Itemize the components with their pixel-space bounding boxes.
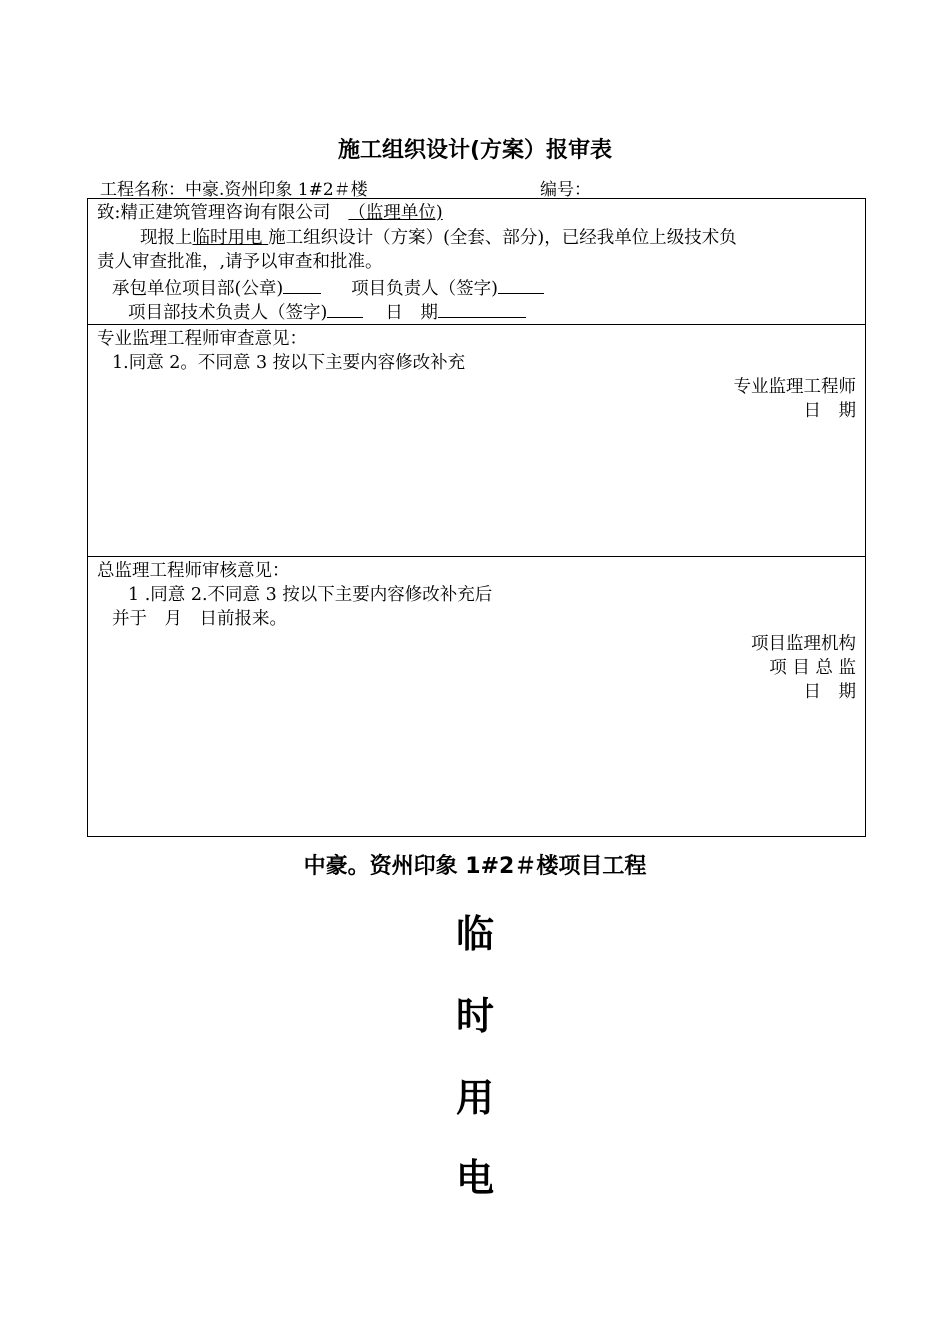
addressee-line [97,201,443,225]
submission-date-label: 日 期 [385,303,438,323]
chief-review-options: 1 .同意 2.不同意 3 按以下主要内容修改补充后 [128,585,493,605]
cover-char-3: 用 [455,1076,494,1120]
report-line: 现报上临时用电 施工组织设计（方案）(全套、部分)，已经我单位上级技术负 [140,228,737,248]
engineer-date-label: 日 期 [803,401,856,421]
submission-section [88,199,865,325]
chief-supervisor: 项 目 总 监 [769,658,856,678]
engineer-review-options: 1.同意 2。不同意 3 按以下主要内容修改补充 [112,353,466,373]
supervision-org: 项目监理机构 [751,634,856,654]
chief-review-section [88,557,865,836]
engineer-review-section [88,325,865,557]
cover-char-2: 时 [455,994,494,1038]
approval-form-table [87,198,866,837]
cover-char-4: 电 [455,1156,494,1200]
tech-manager-line [128,299,526,325]
supervision-unit-label: （监理单位) [348,203,443,223]
contractor-signature-line [112,275,544,301]
engineer-signer: 专业监理工程师 [733,377,856,397]
cover-char-1: 临 [455,912,494,956]
report-line-2: 责人审查批准，,请予以审查和批准。 [97,252,383,272]
engineer-review-heading: 专业监理工程师审查意见： [97,329,307,349]
chief-review-heading: 总监理工程师审核意见： [97,561,290,581]
report-item: 临时用电 [192,228,263,248]
addressee: 致:精正建筑管理咨询有限公司 [97,203,331,223]
chief-date-label: 日 期 [803,682,856,702]
chief-review-deadline: 并于 月 日前报来。 [112,609,287,629]
contractor-dept-seal: 承包单位项目部(公章) [112,279,284,299]
serial-number-label: 编号： [540,180,591,200]
project-manager-signature: 项目负责人（签字) [351,279,498,299]
cover-project-title: 中豪。资州印象 1#2＃楼项目工程 [303,854,647,879]
tech-manager-signature: 项目部技术负责人（签字) [128,303,328,323]
form-title: 施工组织设计(方案）报审表 [337,138,613,163]
project-name: 工程名称：中豪.资州印象 1#2＃楼 [100,180,368,200]
